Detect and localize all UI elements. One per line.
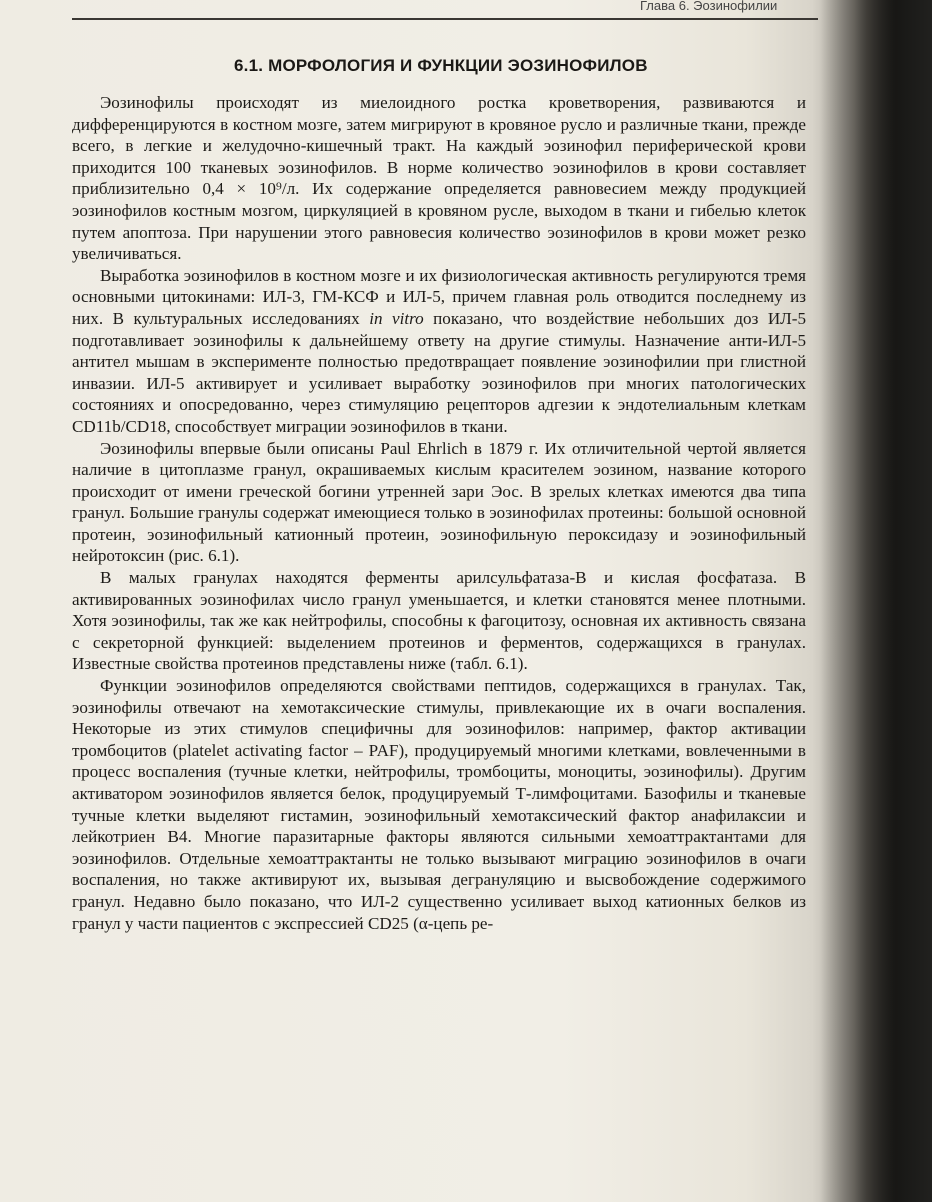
paragraph-2-italic: in vitro	[369, 308, 424, 328]
paragraph-1: Эозинофилы происходят из миелоидного ростка кроветворения, развиваются и дифференцируются в костном мозге, затем мигрируют в кровяное русло и различные ткани, прежде всего, в легкие и желудочно-кишечный тракт. На каждый эозинофил периферической крови приходится 100 тканевых эозинофилов. В норме количество эозинофилов в крови составляет приблизительно 0,4 × 10⁹/л. Их содержание определяется равновесием между продукцией эозинофилов костным мозгом, циркуляцией в кровяном русле, выходом в ткани и гибелью клеток путем апоптоза. При нарушении этого равновесия количество эозинофилов в крови может резко увеличиваться.	[72, 93, 806, 264]
paragraph-2-part-2: показано, что воздействие небольших доз ИЛ-5 подготавливает эозинофилы к дальнейшему ответу на другие стимулы. Назначение анти-ИЛ-5 антител мышам в эксперименте полностью предотвращает появление эозинофилии при глистной инвазии. ИЛ-5 активирует и усиливает выработку эозинофилов при многих патологических состояниях и опосредованно, через стимуляцию рецепторов адгезии к эндотелиальным клеткам CD11b/CD18, способствует миграции эозинофилов в ткани.	[72, 308, 806, 436]
paragraph-2-part-1: Выработка эозинофилов в костном мозге и их физиологическая активность регулируются тремя основными цитокинами: ИЛ-3, ГМ-КСФ и ИЛ-5, причем главная роль отводится последнему из них. В культуральных исследованиях	[72, 265, 806, 328]
paragraph-5: Функции эозинофилов определяются свойствами пептидов, содержащихся в гранулах. Так, эозинофилы отвечают на хемотаксические стимулы, привлекающие их в очаги воспаления. Некоторые из этих стимулов специфичны для эозинофилов: например, фактор активации тромбоцитов (platelet activating factor – PAF), продуцируемый многими клетками, вовлеченными в процесс воспаления (тучные клетки, нейтрофилы, тромбоциты, моноциты, эозинофилы). Другим активатором эозинофилов является белок, продуцируемый Т-лимфоцитами. Базофилы и тканевые тучные клетки выделяют гистамин, эозинофильный хемотаксический фактор анафилаксии и лейкотриен B4. Многие паразитарные факторы являются сильными хемоаттрактантами для эозинофилов. Отдельные хемоаттрактанты не только вызывают миграцию эозинофилов в очаги воспаления, но также активируют их, вызывая дегрануляцию и высвобождение содержимого гранул. Недавно было показано, что ИЛ-2 существенно усиливает выход катионных белков из гранул у части пациентов с экспрессией CD25 (α-цепь ре-	[72, 676, 806, 933]
section-title: 6.1. МОРФОЛОГИЯ И ФУНКЦИИ ЭОЗИНОФИЛОВ	[234, 56, 648, 75]
body-text	[72, 92, 806, 934]
running-head: Глава 6. Эозинофилии	[640, 0, 778, 13]
book-fold-shadow	[812, 0, 932, 1202]
paragraph-3: Эозинофилы впервые были описаны Paul Ehrlich в 1879 г. Их отличительной чертой является наличие в цитоплазме гранул, окрашиваемых кислым красителем эозином, название которого происходит от имени греческой богини утренней зари Эос. В зрелых клетках имеются два типа гранул. Большие гранулы содержат имеющиеся только в эозинофилах протеины: большой основной протеин, эозинофильный катионный протеин, эозинофильную пероксидазу и эозинофильный нейротоксин (рис. 6.1).	[72, 438, 806, 566]
paragraph-2	[72, 265, 806, 438]
header-rule	[72, 18, 818, 20]
paragraph-4: В малых гранулах находятся ферменты арилсульфатаза-В и кислая фосфатаза. В активированных эозинофилах число гранул уменьшается, и клетки становятся менее плотными. Хотя эозинофилы, так же как нейтрофилы, способны к фагоцитозу, основная их активность связана с секреторной функцией: выделением протеинов и ферментов, содержащихся в гранулах. Известные свойства протеинов представлены ниже (табл. 6.1).	[72, 568, 806, 674]
